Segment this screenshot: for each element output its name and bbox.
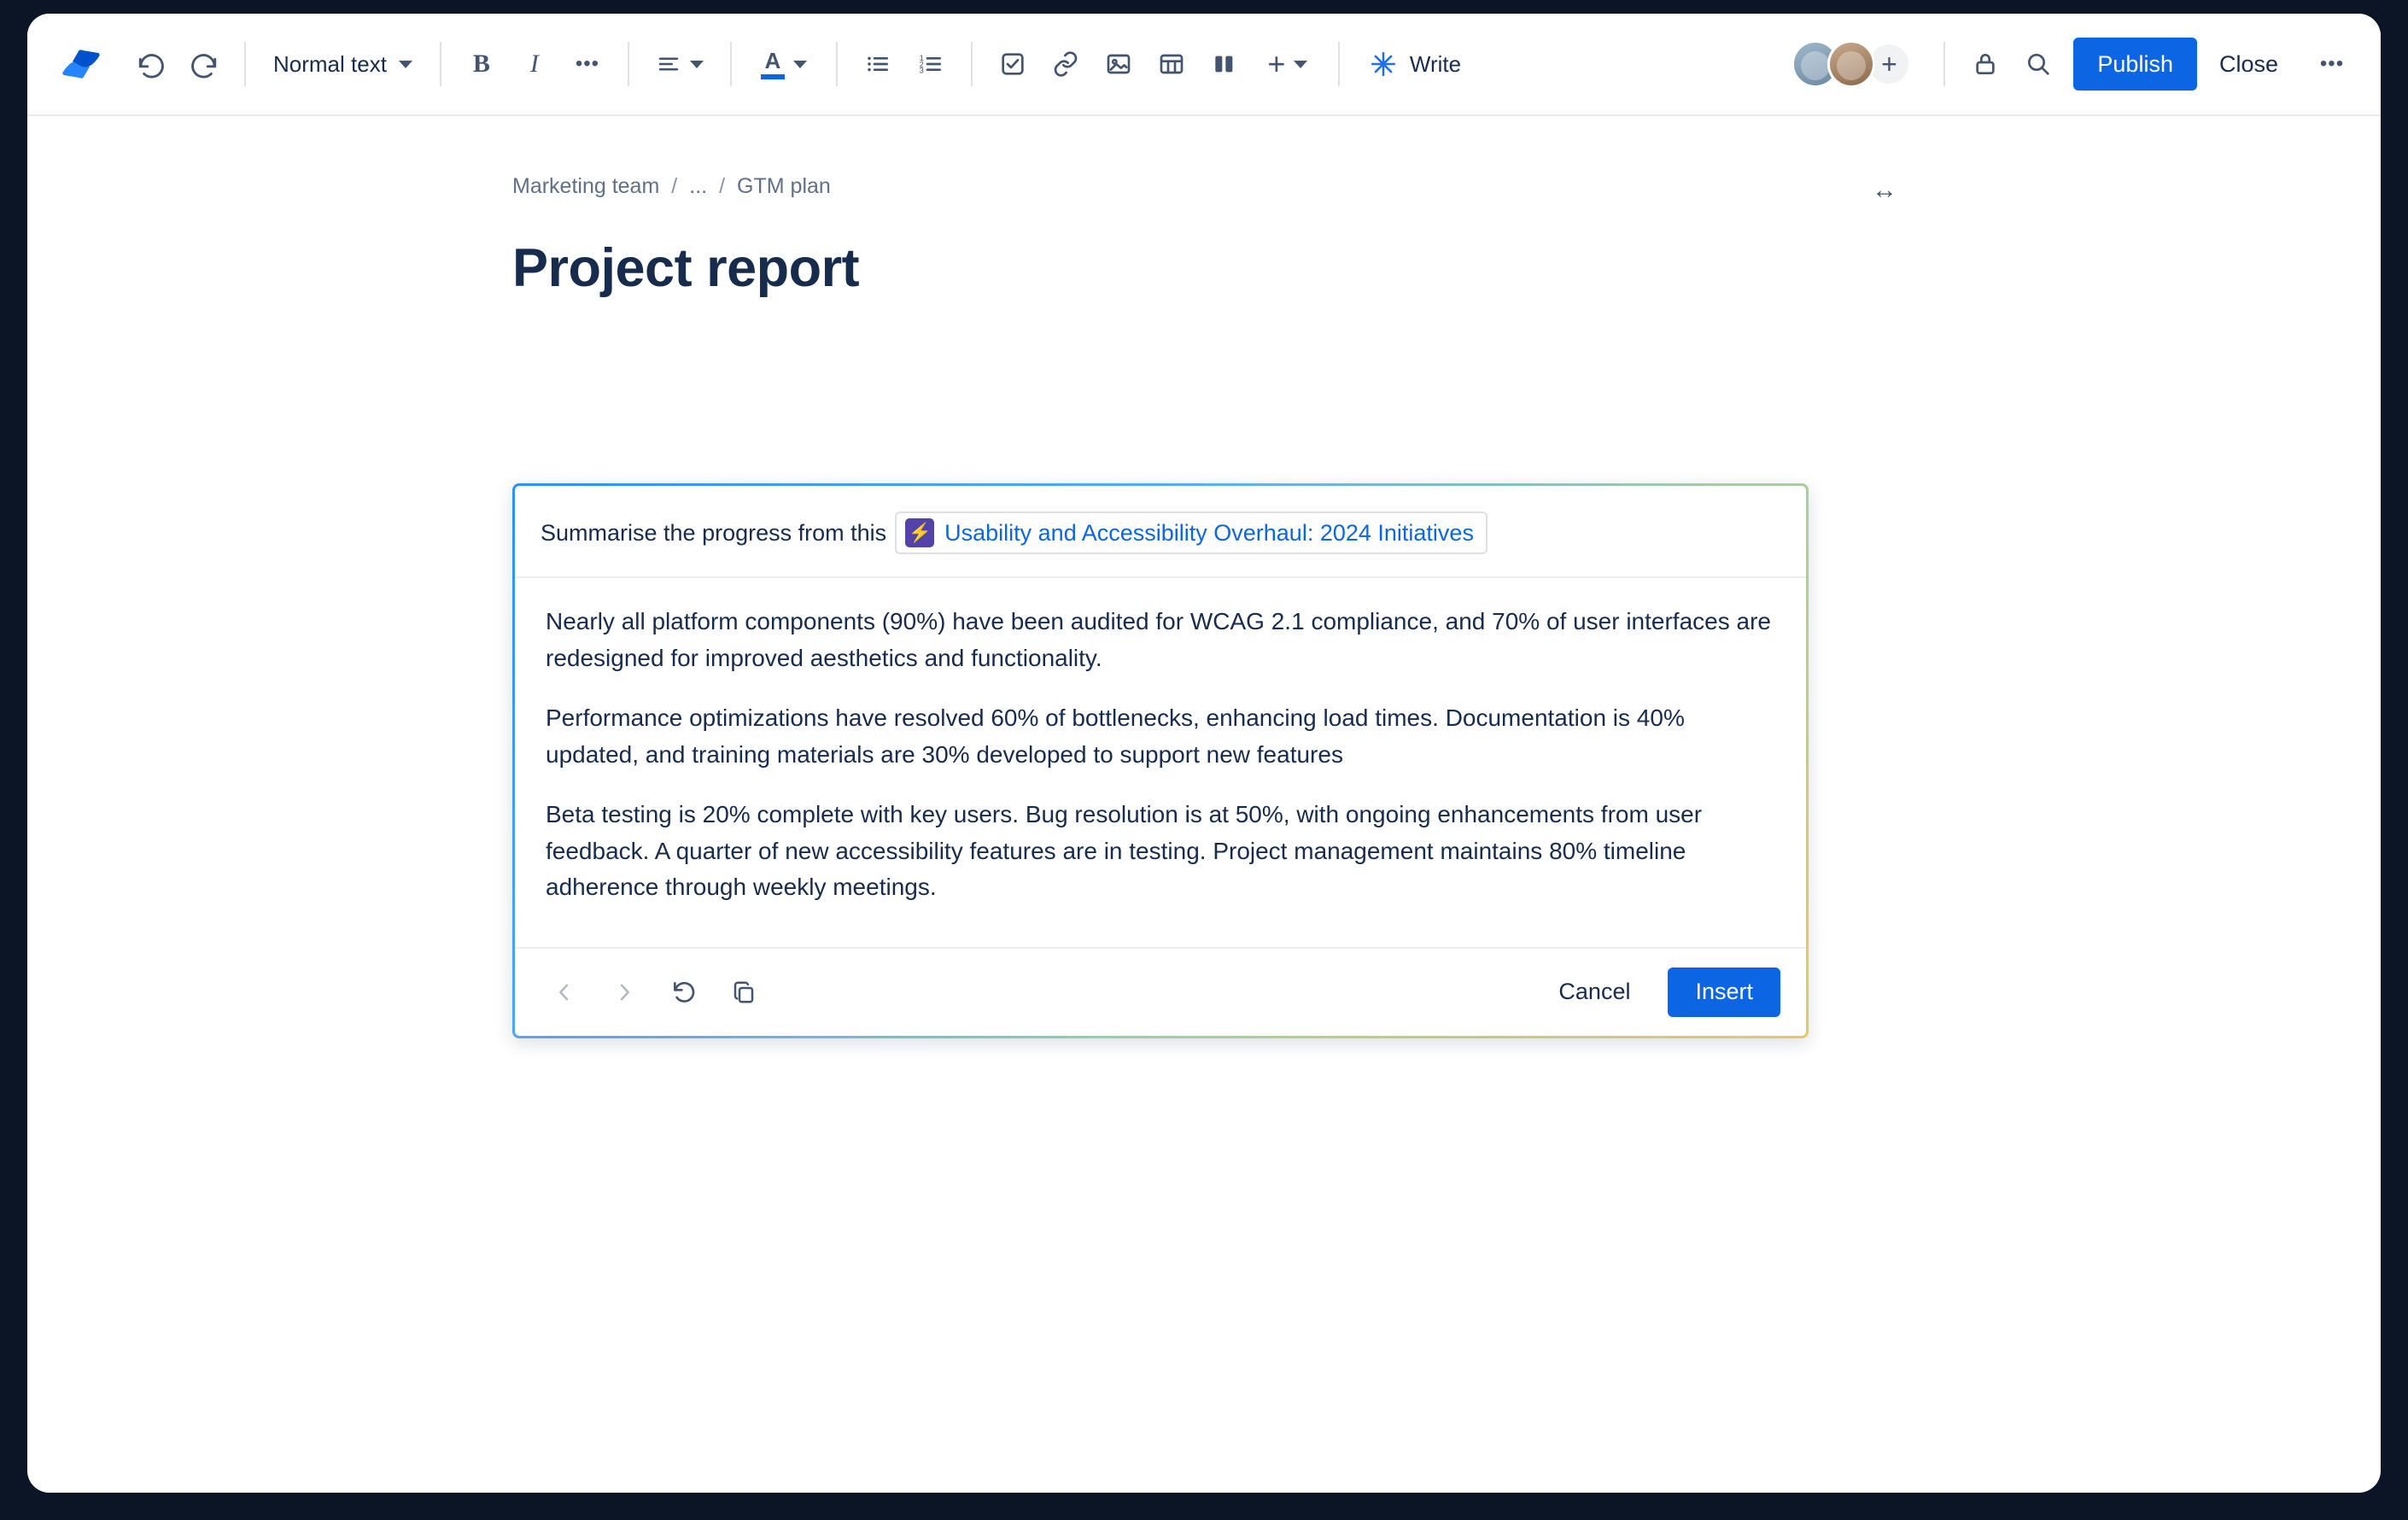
- toolbar-divider-3: [628, 42, 629, 86]
- italic-button[interactable]: [508, 38, 561, 91]
- bold-button[interactable]: [455, 38, 508, 91]
- ai-response-body: [515, 578, 1806, 935]
- page-width-toggle-icon[interactable]: ↔: [1872, 176, 1896, 204]
- breadcrumb-separator: /: [719, 174, 726, 198]
- chevron-left-icon[interactable]: [541, 968, 588, 1016]
- avatar[interactable]: [1827, 40, 1875, 88]
- italic-label: I: [529, 50, 539, 78]
- breadcrumb-item-ellipsis[interactable]: ...: [689, 174, 708, 198]
- confluence-logo-icon[interactable]: [50, 38, 113, 91]
- toolbar-divider-4: [730, 42, 732, 86]
- undo-icon[interactable]: [125, 38, 178, 91]
- lock-icon[interactable]: [1959, 38, 2012, 91]
- publish-button[interactable]: Publish: [2073, 38, 2197, 91]
- breadcrumb-item-space[interactable]: Marketing team: [512, 174, 660, 198]
- lightning-icon: ⚡: [905, 518, 934, 547]
- more-formatting-button[interactable]: [561, 38, 614, 91]
- avatar-face: [1837, 51, 1866, 80]
- redo-icon[interactable]: [178, 38, 231, 91]
- refresh-retry-icon[interactable]: [660, 968, 708, 1016]
- close-button[interactable]: Close: [2218, 50, 2278, 77]
- page-content: [512, 116, 1896, 1005]
- ai-sparkle-icon: [1369, 50, 1398, 79]
- ai-write-label: Write: [1409, 50, 1462, 77]
- plus-icon: +: [1267, 46, 1286, 81]
- svg-text:2: 2: [919, 60, 924, 69]
- more-formatting-label: •••: [575, 52, 600, 75]
- more-actions-label: •••: [2319, 52, 2345, 75]
- toolbar-divider-1: [244, 42, 246, 86]
- link-icon[interactable]: [1039, 38, 1092, 91]
- toolbar-divider-7: [1338, 42, 1340, 86]
- editor-page: [27, 116, 2381, 1493]
- ai-paragraph: Performance optimizations have resolved 60% of bottlenecks, enhancing load times. Documentation is 40% updated, and training materials are 30% developed to support new features: [546, 704, 1685, 768]
- ai-panel-footer: [515, 947, 1806, 1036]
- toolbar-divider-5: [836, 42, 838, 86]
- toolbar-divider-2: [440, 42, 441, 86]
- text-color-swatch: [761, 74, 785, 79]
- chevron-down-icon: [1294, 61, 1307, 68]
- ai-prompt-chip[interactable]: [895, 512, 1487, 554]
- image-icon[interactable]: [1092, 38, 1145, 91]
- chevron-right-icon[interactable]: [600, 968, 648, 1016]
- bold-label: B: [472, 50, 490, 78]
- toolbar-divider-6: [971, 42, 973, 86]
- toolbar-divider-8: [1943, 42, 1945, 86]
- table-icon[interactable]: [1145, 38, 1198, 91]
- editor-toolbar: [27, 14, 2381, 116]
- breadcrumb-row: [512, 174, 1896, 205]
- svg-text:3: 3: [919, 66, 924, 75]
- insert-button[interactable]: Insert: [1668, 968, 1780, 1017]
- bullet-list-icon[interactable]: [851, 38, 904, 91]
- copy-icon[interactable]: [720, 968, 768, 1016]
- ai-suggestion-panel: [512, 483, 1809, 1038]
- more-actions-button[interactable]: [2306, 38, 2358, 91]
- search-icon[interactable]: [2012, 38, 2065, 91]
- text-align-icon[interactable]: [643, 38, 716, 91]
- chevron-down-icon: [690, 61, 704, 68]
- text-color-button[interactable]: [745, 38, 822, 91]
- chevron-down-icon: [793, 61, 807, 68]
- breadcrumb-item-parent[interactable]: GTM plan: [737, 174, 831, 198]
- ai-prompt-text: Summarise the progress from this: [541, 519, 887, 546]
- page-title[interactable]: Project report: [512, 238, 860, 298]
- ai-paragraph: Nearly all platform components (90%) have been audited for WCAG 2.1 compliance, and 70% of user interfaces are redesigned for improved aesthetics and functionality.: [546, 608, 1771, 671]
- collaborator-avatars: [1791, 40, 1911, 88]
- layout-columns-icon[interactable]: [1198, 38, 1251, 91]
- ai-prompt-row: [515, 486, 1806, 578]
- avatar-face: [1801, 51, 1830, 80]
- text-style-label: Normal text: [273, 50, 387, 77]
- breadcrumb: [512, 174, 831, 199]
- chevron-down-icon: [399, 61, 412, 68]
- task-checkbox-icon[interactable]: [986, 38, 1039, 91]
- ai-prompt-chip-label: Usability and Accessibility Overhaul: 2024 Initiatives: [944, 519, 1474, 546]
- svg-text:1: 1: [919, 54, 924, 62]
- insert-menu-button[interactable]: [1251, 38, 1324, 91]
- ai-paragraph: Beta testing is 20% complete with key users. Bug resolution is at 50%, with ongoing enhancements from user feedback. A quarter of new accessibility features are in testing. Project management maintains 80% timeline adherence through weekly meetings.: [546, 801, 1703, 901]
- breadcrumb-separator: /: [671, 174, 678, 198]
- app-window: [27, 14, 2381, 1493]
- text-color-label: A: [764, 47, 781, 73]
- text-style-dropdown[interactable]: [260, 38, 426, 91]
- ai-write-button[interactable]: [1353, 38, 1476, 91]
- numbered-list-icon[interactable]: [904, 38, 957, 91]
- add-people-button[interactable]: +: [1867, 42, 1911, 86]
- cancel-button[interactable]: Cancel: [1558, 979, 1631, 1005]
